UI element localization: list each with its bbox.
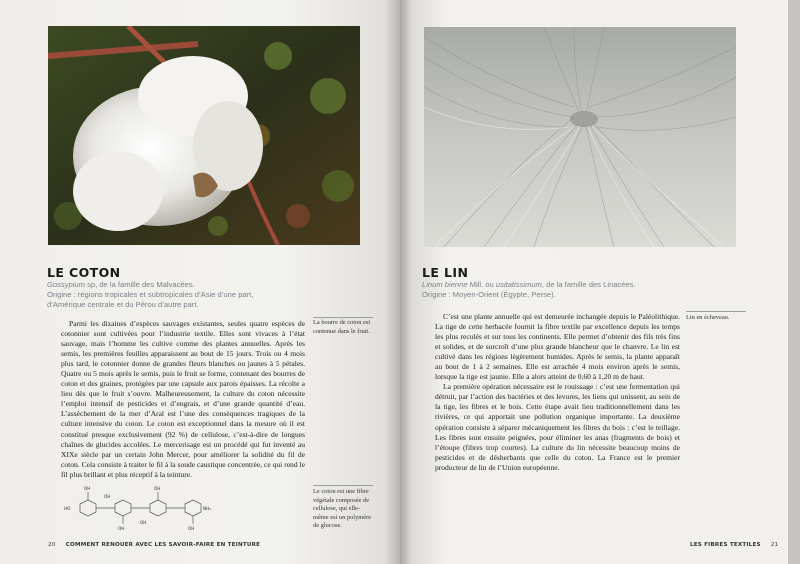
molecule-label: OH xyxy=(84,486,91,491)
section-subtitle: Linum bienne Mill. ou usitatissimum, de la famille des Linacées. Origine : Moyen-Orient (Égypte, Perse). xyxy=(422,280,636,299)
running-head: COMMENT RENOUER AVEC LES SAVOIR-FAIRE EN TEINTURE xyxy=(65,542,261,548)
species-name: Gossypium xyxy=(47,280,85,289)
paragraph: La première opération nécessaire est le rouissage : c’est une fermentation qui détruit, par l’action des bactéries et des levures, les liens qui unissent, au sein de la tige, les fibres et le bois. Cette étape avait lieu traditionnellement dans les rivières, ce qui apportait une pollution organique importante. La deuxième opération consiste à séparer mécaniquement les fibres du bois : c’est le teillage. Les fibres sont ensuite peignées, pour éliminer les anas (fragments de bois) et l’étoupe (fibres trop courtes). La culture du lin nécessite beaucoup moins de pesticides et de désherbants que celle du coton. La France est le premier producteur de lin de l’Union européenne. xyxy=(435,382,680,472)
paragraph: C’est une plante annuelle qui est demeurée inchangée depuis le Paléolithique. La tige de cette herbacée fournit la fibre textile par excellence depuis les temps les plus reculés et sur tous les continents. Elle permet d’obtenir des fils très fins et solides, et de surcroît d’une plus grande blancheur que le chanvre. Le lin est cultivé dans les régions légèrement humides. Après le semis, la plante apparaît au bout de 1 à 2 semaines. Elle est arrachée 4 mois environ après le semis, lorsque la tige est jaunie. Elle a alors atteint de 0,60 à 1,20 m de haut. xyxy=(435,312,680,382)
linen-skein-image xyxy=(424,27,736,247)
body-text xyxy=(61,319,305,480)
molecule-label: OH xyxy=(154,486,161,491)
caption-top: La bourre de coton est contenue dans le fruit. xyxy=(313,319,371,335)
cotton-photo xyxy=(48,26,360,245)
caption-bottom: Le coton est une fibre végétale composée de cellulose, qui elle-même est un polymère de glucose. xyxy=(313,488,372,530)
folio-left xyxy=(48,542,260,548)
paragraph: Parmi les dizaines d’espèces sauvages existantes, seules quatre espèces de cotonnier sont cultivées pour l’industrie textile. Elles sont vivaces à l’état sauvage, mais l’homme les cultive comme des plantes annuelles. Après les semis, les premières feuilles apparaissent au bout de 15 jours. Trois ou 4 mois plus tard, le cotonnier donne de grandes fleurs blanches ou jaunes à 5 pétales. Quatre ou 5 mois après le semis, puis le fruit se forme, contenant des bourres de coton et des graines, protégées par une capsule aux parois épaisses. La récolte a lieu dès que le fruit s’ouvre. Malheureusement, la culture du coton nécessite l’emploi intensif de pesticides et d’engrais, et d’une grande quantité d’eau. L’assèchement de la mer d’Aral est l’une des conséquences tragiques de la culture intensive du coton. Le coton est exceptionnel dans la mesure où il est constitué presque exclusivement (92 %) de cellulose, c’est-à-dire de longues chaînes de glucides accolées. Le mercerisage est un procédé qui fut inventé au XIXe siècle par un certain John Mercer, pour améliorer la solidité du fil de coton. Cela consiste à traiter le fil à la soude caustique concentrée, ce qui rend le fil plus brillant et plus réceptif à la teinture. xyxy=(61,319,305,479)
molecule-label: HO xyxy=(64,506,71,511)
molecule-label: OH xyxy=(104,494,111,499)
running-head: LES FIBRES TEXTILES xyxy=(690,542,761,548)
molecule-label: OH xyxy=(188,526,195,531)
section-title: LE COTON xyxy=(47,265,121,280)
cellulose-molecule-diagram xyxy=(60,484,220,532)
caption-top: Lin en écheveau. xyxy=(686,314,730,321)
page-edges xyxy=(788,0,800,564)
molecule-label: OH xyxy=(118,526,125,531)
section-subtitle: Gossypium sp, de la famille des Malvacées. Origine : régions tropicales et subtropicales d’Asie d’une part, d’Amérique centrale et du Pérou d’autre part. xyxy=(47,280,254,309)
molecule-label: NH₂ xyxy=(203,506,211,511)
page-number: 20 xyxy=(48,542,56,548)
cotton-boll-image xyxy=(48,26,360,245)
section-title: LE LIN xyxy=(422,265,469,280)
caption-rule xyxy=(313,485,373,486)
folio-right xyxy=(690,542,778,548)
page-number: 21 xyxy=(770,542,779,548)
caption-rule xyxy=(686,311,746,312)
molecule-label: OH xyxy=(140,520,147,525)
caption-rule xyxy=(313,317,373,318)
linen-photo xyxy=(424,27,736,247)
body-text xyxy=(435,312,680,473)
right-page xyxy=(400,0,790,564)
